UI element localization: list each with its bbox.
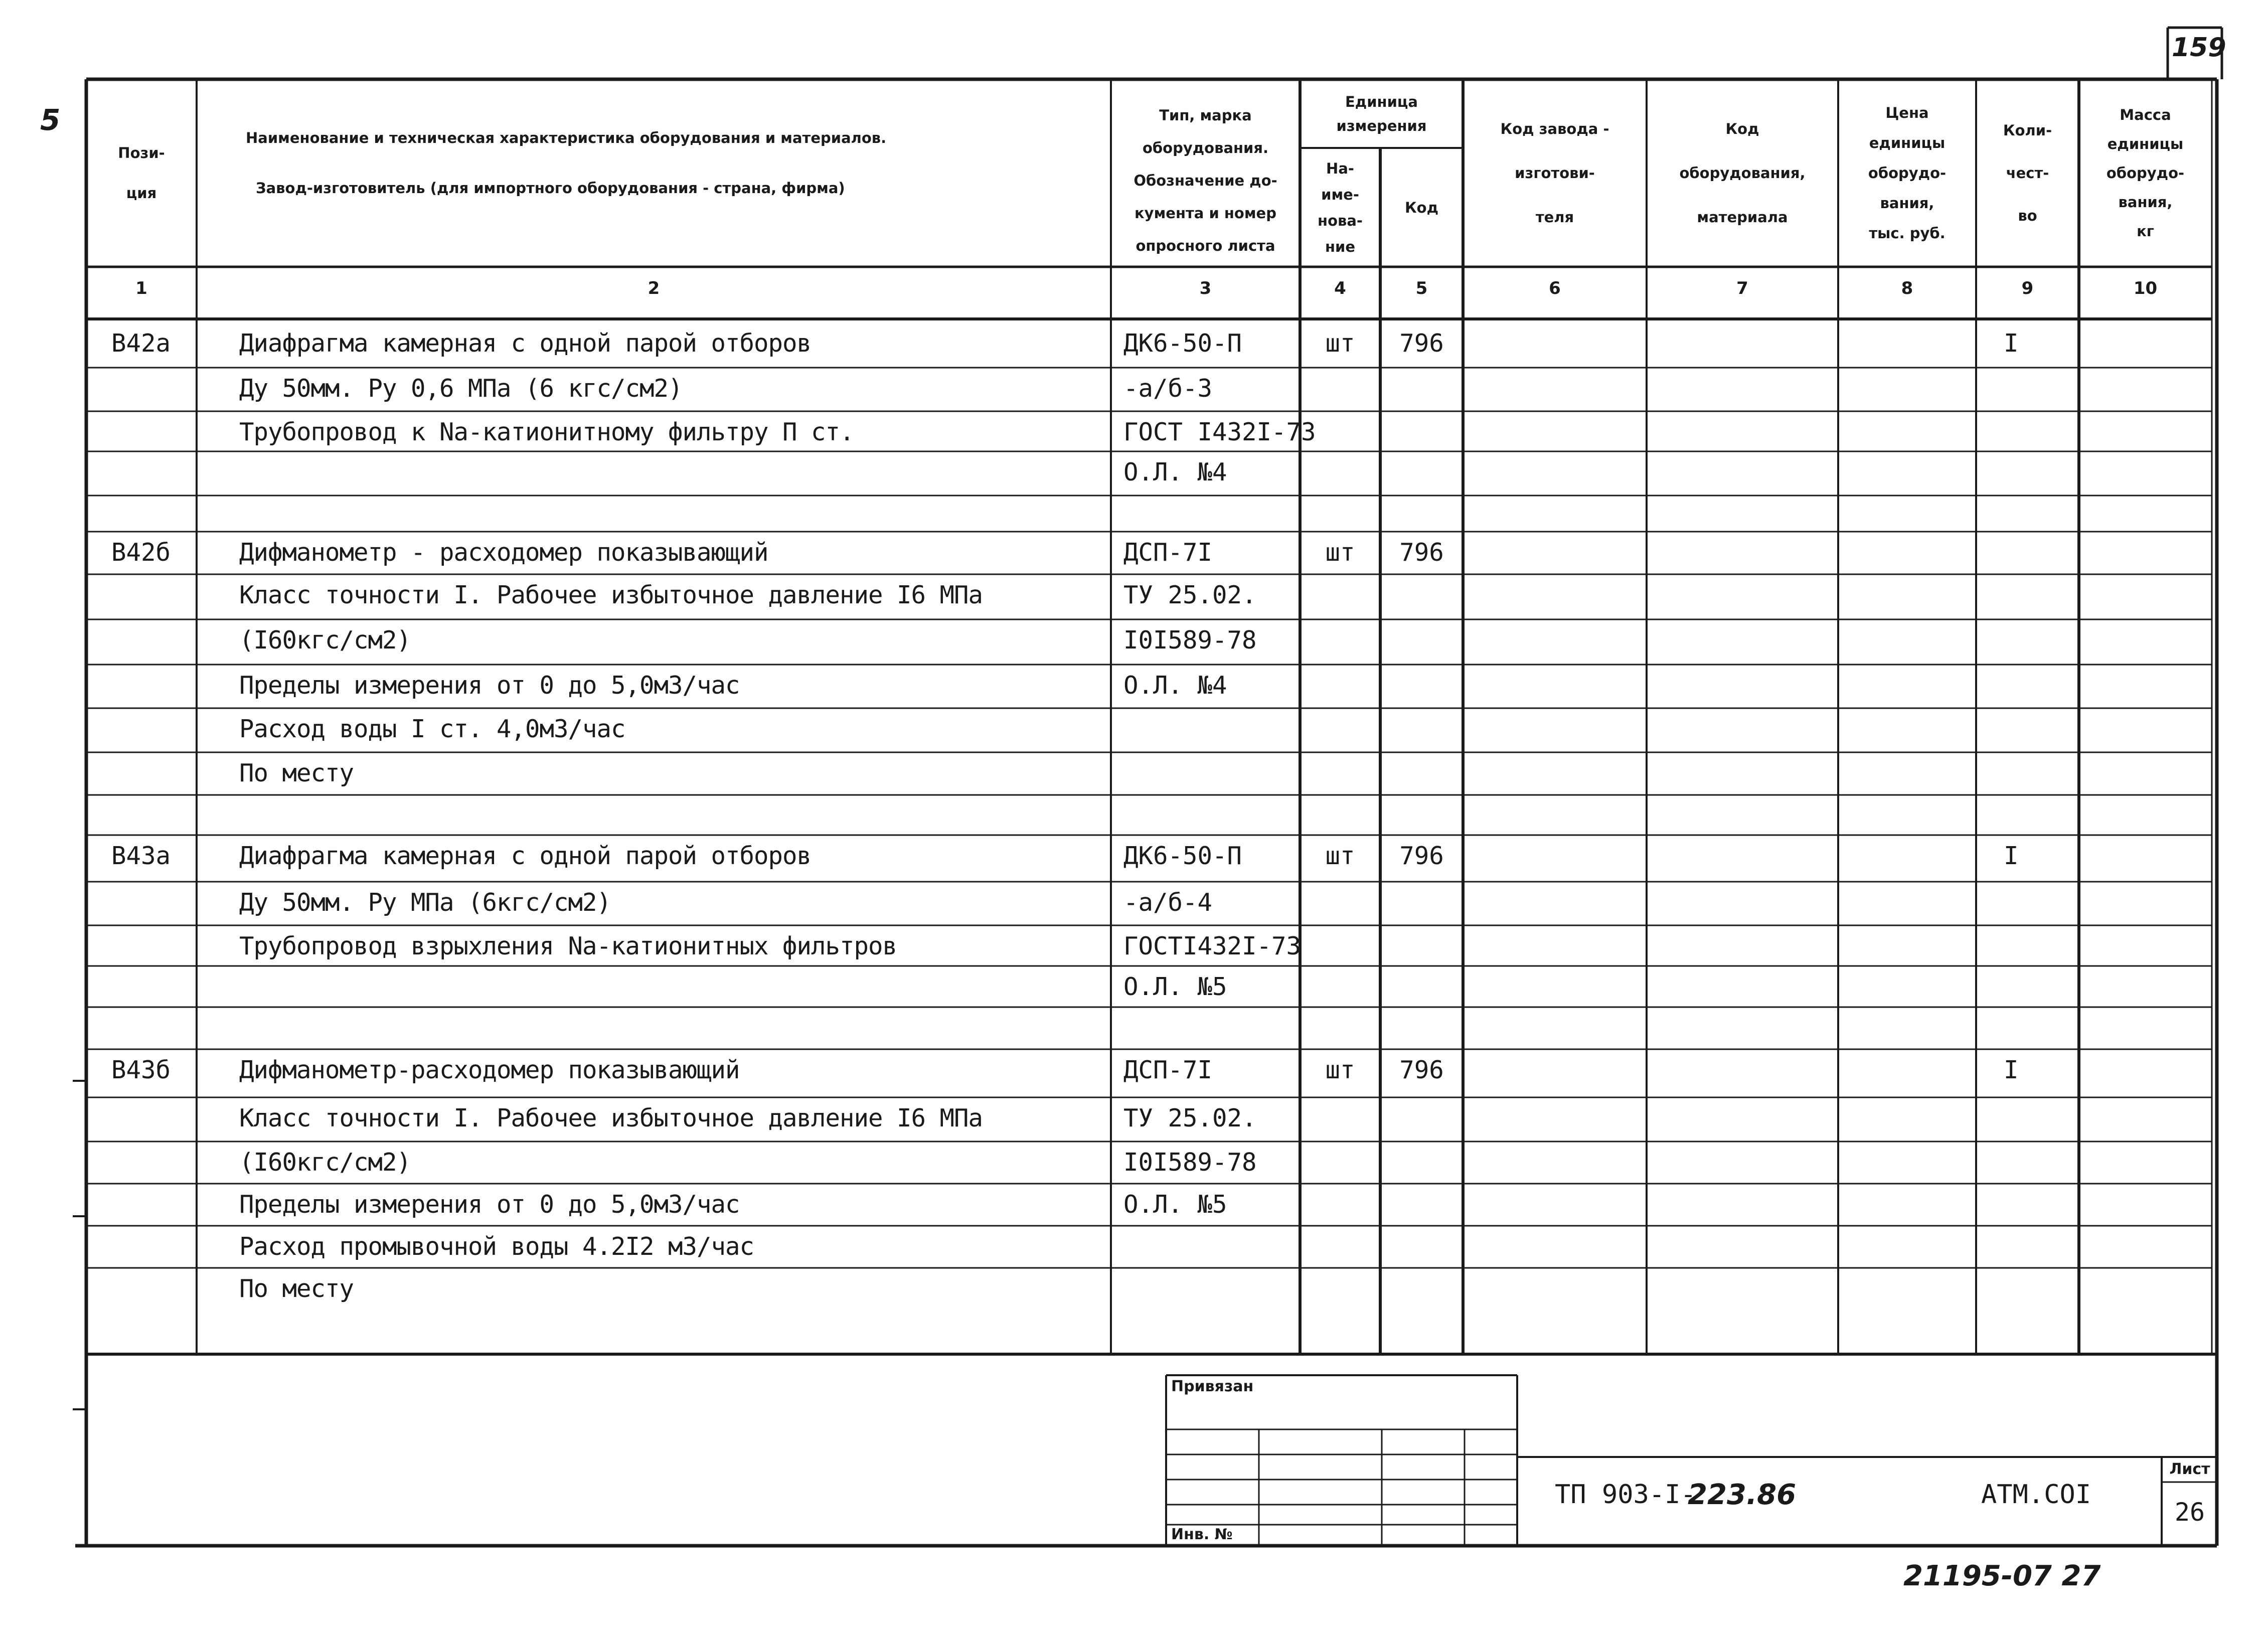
name-cell: Дифманометр-расходомер показывающий — [239, 1056, 740, 1084]
header-col3-line: опросного листа — [1136, 237, 1275, 254]
type-cell: ДК6-50-П — [1123, 842, 1242, 870]
name-cell: Пределы измерения от 0 до 5,0м3/час — [239, 671, 740, 700]
type-cell: ДК6-50-П — [1123, 329, 1242, 358]
header-col4-line: име- — [1321, 186, 1359, 203]
name-cell: (I60кгс/см2) — [239, 626, 411, 655]
header-col10-line: кг — [2137, 223, 2154, 240]
type-cell: ГОСТI432I-73 — [1123, 932, 1302, 960]
header-col7-line: материала — [1697, 209, 1788, 226]
column-number: 3 — [1199, 278, 1212, 298]
name-cell: Дифманометр - расходомер показывающий — [239, 538, 768, 567]
type-cell: ТУ 25.02. — [1123, 1104, 1257, 1132]
header-col6-line: Код завода - — [1500, 120, 1609, 137]
column-number: 5 — [1415, 278, 1428, 298]
header-col9-line: во — [2018, 207, 2037, 224]
name-cell: (I60кгс/см2) — [239, 1148, 411, 1177]
unit-cell: шт — [1325, 842, 1355, 870]
name-cell: Трубопровод к Na-катионитному фильтру П ст. — [239, 418, 854, 446]
header-col1-line: Пози- — [118, 144, 165, 161]
header-col3-line: Обозначение до- — [1133, 172, 1277, 189]
unit-code-cell: 796 — [1399, 842, 1444, 870]
type-cell: ДСП-7I — [1123, 538, 1213, 567]
type-cell: О.Л. №4 — [1123, 671, 1227, 700]
header-col4-line: нова- — [1318, 212, 1363, 229]
header-col45_group-line: измерения — [1336, 117, 1427, 134]
footer-number: 21195-07 27 — [1903, 1560, 2101, 1592]
name-cell: Пределы измерения от 0 до 5,0м3/час — [239, 1190, 740, 1219]
type-cell: ДСП-7I — [1123, 1056, 1213, 1084]
quantity-cell: I — [2004, 329, 2019, 358]
name-cell: Класс точности I. Рабочее избыточное давление I6 МПа — [239, 1104, 983, 1132]
header-col7-line: оборудования, — [1679, 165, 1806, 182]
type-cell: О.Л. №4 — [1123, 458, 1227, 486]
header-col9-line: чест- — [2006, 164, 2049, 182]
name-cell: По месту — [239, 759, 354, 787]
document-code-handwritten: 223.86 — [1688, 1479, 1797, 1511]
header-col8-line: единицы — [1869, 134, 1946, 151]
name-cell: Диафрагма камерная с одной парой отборов — [239, 329, 812, 358]
quantity-cell: I — [2004, 1056, 2019, 1084]
type-cell: О.Л. №5 — [1123, 1190, 1227, 1219]
position-cell: В43б — [111, 1056, 171, 1084]
position-cell: В42б — [111, 538, 171, 567]
unit-cell: шт — [1325, 1056, 1355, 1084]
unit-code-cell: 796 — [1399, 1056, 1444, 1084]
header-col8-line: тыс. руб. — [1869, 225, 1946, 242]
document-mark: АТМ.COI — [1981, 1480, 2091, 1510]
position-cell: В43а — [111, 842, 171, 870]
type-cell: I0I589-78 — [1123, 1148, 1257, 1177]
name-cell: Ду 50мм. Ру МПа (6кгс/см2) — [239, 888, 611, 917]
header-col2-line: Наименование и техническая характеристика оборудования и материалов. — [246, 129, 887, 146]
name-cell: По месту — [239, 1274, 354, 1303]
header-col10-line: оборудо- — [2106, 165, 2185, 182]
header-col8-line: Цена — [1885, 104, 1929, 121]
column-number: 2 — [647, 278, 660, 298]
header-col6-line: теля — [1535, 209, 1574, 226]
type-cell: О.Л. №5 — [1123, 972, 1227, 1001]
type-cell: ГОСТ I432I-73 — [1123, 418, 1316, 446]
header-col10-line: вания, — [2118, 194, 2173, 211]
name-cell: Расход промывочной воды 4.2I2 м3/час — [239, 1232, 754, 1261]
column-number: 10 — [2133, 278, 2158, 298]
header-col9-line: Коли- — [2003, 121, 2052, 139]
unit-code-cell: 796 — [1399, 538, 1444, 567]
document-code-prefix: ТП 903-I- — [1555, 1480, 1696, 1510]
header-col10-line: Масса — [2120, 106, 2171, 123]
column-number: 8 — [1901, 278, 1913, 298]
column-number: 4 — [1334, 278, 1346, 298]
stamp-privyazan: Привязан — [1171, 1378, 1254, 1395]
header-col8-line: вания, — [1880, 195, 1934, 212]
unit-code-cell: 796 — [1399, 329, 1444, 358]
name-cell: Диафрагма камерная с одной парой отборов — [239, 842, 812, 870]
name-cell: Ду 50мм. Ру 0,6 МПа (6 кгс/см2) — [239, 374, 683, 403]
header-col3-line: Тип, марка — [1159, 106, 1252, 124]
stamp-inv-no: Инв. № — [1171, 1526, 1233, 1543]
name-cell: Класс точности I. Рабочее избыточное давление I6 МПа — [239, 581, 983, 609]
header-col6-line: изготови- — [1515, 165, 1595, 182]
stamp-sheet-label: Лист — [2169, 1460, 2210, 1478]
column-number: 6 — [1549, 278, 1561, 298]
type-cell: -а/б-4 — [1123, 888, 1213, 917]
header-col1-line: ция — [126, 185, 157, 202]
column-number: 9 — [2021, 278, 2034, 298]
header-col2-line: Завод-изготовитель (для импортного оборудования - страна, фирма) — [256, 180, 845, 197]
column-number: 7 — [1736, 278, 1748, 298]
header-col7-line: Код — [1725, 120, 1759, 137]
name-cell: Трубопровод взрыхления Na-катионитных фильтров — [239, 932, 897, 960]
position-cell: В42а — [111, 329, 171, 358]
page-number: 159 — [2172, 33, 2226, 63]
type-cell: -а/б-3 — [1123, 374, 1213, 403]
header-col3-line: кумента и номер — [1135, 204, 1276, 222]
name-cell: Расход воды I ст. 4,0м3/час — [239, 715, 625, 743]
margin-mark: 5 — [40, 103, 61, 137]
header-col4-line: ние — [1325, 238, 1356, 255]
header-col4-line: На- — [1326, 159, 1354, 177]
unit-cell: шт — [1325, 538, 1355, 567]
header-col8-line: оборудо- — [1868, 165, 1947, 182]
header-col10-line: единицы — [2107, 135, 2184, 152]
type-cell: I0I589-78 — [1123, 626, 1257, 655]
header-col5-line: Код — [1404, 199, 1439, 216]
header-col45_group-line: Единица — [1345, 93, 1418, 110]
stamp-sheet-number: 26 — [2174, 1498, 2205, 1527]
quantity-cell: I — [2004, 842, 2019, 870]
header-col3-line: оборудования. — [1142, 139, 1269, 156]
unit-cell: шт — [1325, 329, 1355, 358]
type-cell: ТУ 25.02. — [1123, 581, 1257, 609]
column-number: 1 — [135, 278, 147, 298]
